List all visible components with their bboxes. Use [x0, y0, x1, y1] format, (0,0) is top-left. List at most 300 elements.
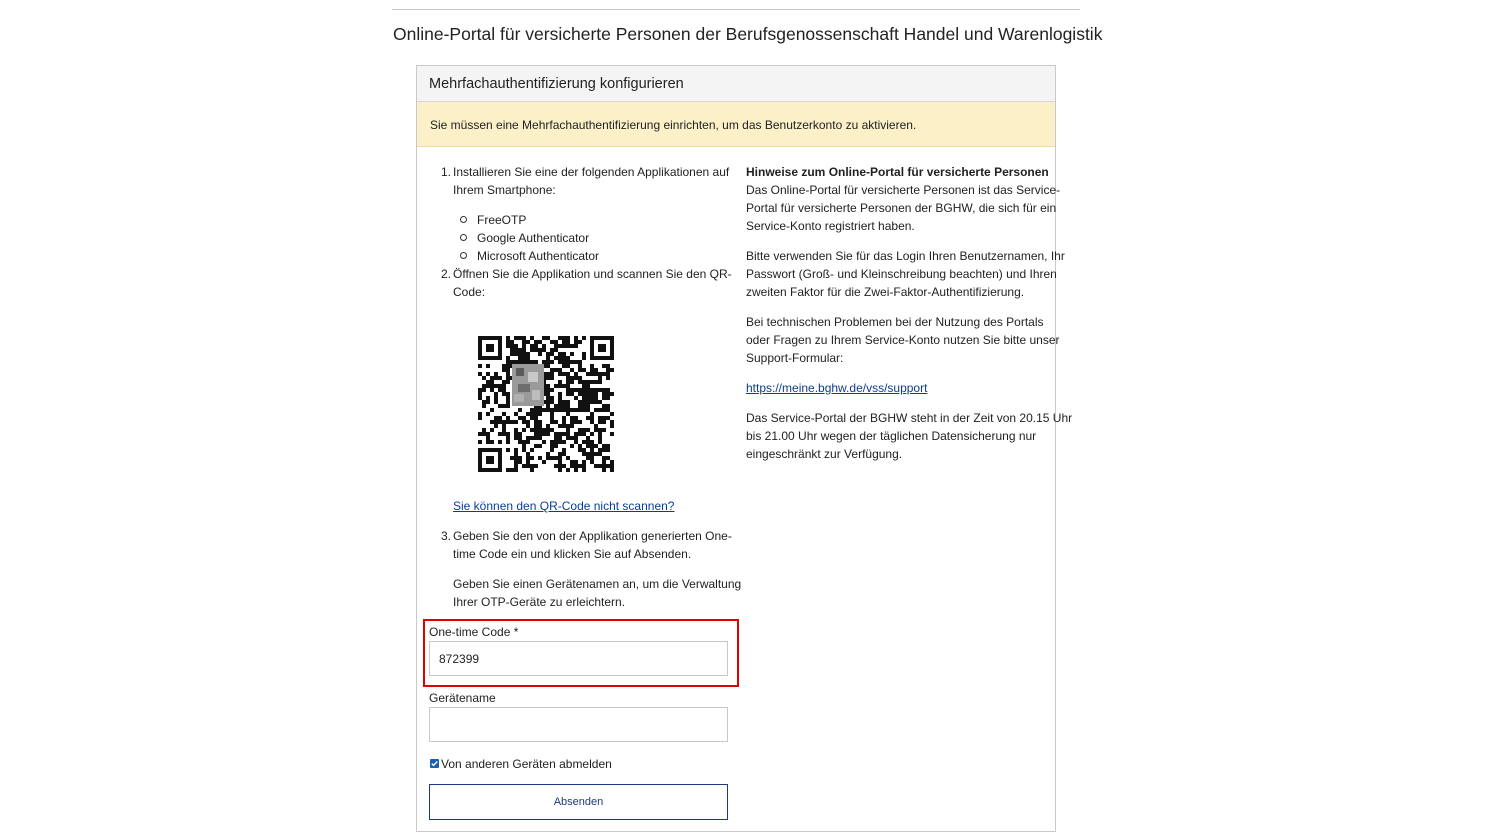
qr-module — [574, 408, 578, 412]
qr-module — [498, 440, 502, 444]
qr-module — [558, 424, 562, 428]
qr-module — [570, 420, 574, 424]
qr-module — [514, 468, 518, 472]
qr-module — [578, 360, 582, 364]
qr-module — [518, 356, 522, 360]
qr-module — [490, 384, 494, 388]
qr-module — [494, 424, 498, 428]
qr-module — [518, 432, 522, 436]
qr-module — [522, 348, 526, 352]
qr-module — [498, 384, 502, 388]
support-link[interactable]: https://meine.bghw.de/vss/support — [746, 381, 928, 395]
qr-module — [546, 424, 550, 428]
top-divider — [392, 9, 1080, 10]
qr-module — [502, 424, 506, 428]
device-name-label: Gerätename — [429, 691, 496, 705]
qr-module — [566, 436, 570, 440]
qr-module — [518, 440, 522, 444]
qr-module — [526, 412, 530, 416]
qr-module — [526, 360, 530, 364]
qr-module — [482, 384, 486, 388]
qr-module — [590, 460, 594, 464]
step2-text-line2: Code: — [453, 285, 486, 299]
qr-module — [594, 388, 598, 392]
device-hint-line2: Ihrer OTP-Geräte zu erleichtern. — [453, 595, 626, 609]
qr-module — [598, 448, 602, 452]
qr-module — [598, 440, 602, 444]
qr-module — [566, 356, 570, 360]
qr-module — [602, 464, 606, 468]
qr-module — [570, 408, 574, 412]
qr-module — [514, 336, 518, 340]
qr-module — [546, 388, 550, 392]
qr-module — [534, 432, 538, 436]
qr-module — [562, 464, 566, 468]
qr-module — [514, 456, 518, 460]
qr-module — [526, 460, 530, 464]
qr-module — [502, 380, 506, 384]
qr-module — [494, 416, 498, 420]
qr-module — [570, 416, 574, 420]
qr-module — [530, 412, 534, 416]
qr-module — [562, 420, 566, 424]
info-paragraph-line: bis 21.00 Uhr wegen der täglichen Datensicherung nur — [746, 429, 1037, 443]
qr-module — [482, 428, 486, 432]
qr-module — [490, 380, 494, 384]
qr-module — [570, 460, 574, 464]
qr-module — [490, 428, 494, 432]
qr-module — [602, 404, 606, 408]
qr-module — [530, 408, 534, 412]
qr-module — [590, 412, 594, 416]
qr-module — [506, 368, 510, 372]
qr-module — [546, 452, 550, 456]
qr-module — [538, 348, 542, 352]
qr-module — [498, 376, 502, 380]
qr-module — [538, 424, 542, 428]
qr-module — [602, 468, 606, 472]
qr-module — [606, 464, 610, 468]
qr-module — [550, 440, 554, 444]
info-paragraph-line: Service-Konto registriert haben. — [746, 219, 915, 233]
qr-module — [518, 460, 522, 464]
qr-module — [566, 424, 570, 428]
qr-module — [586, 444, 590, 448]
qr-module — [582, 408, 586, 412]
qr-module — [554, 368, 558, 372]
qr-module — [486, 412, 490, 416]
info-paragraph-line: Support-Formular: — [746, 351, 844, 365]
qr-module — [494, 400, 498, 404]
qr-module — [554, 348, 558, 352]
qr-module — [518, 352, 522, 356]
qr-module — [582, 452, 586, 456]
qr-module — [550, 416, 554, 420]
qr-module — [590, 416, 594, 420]
qr-module — [578, 464, 582, 468]
qr-module — [526, 464, 530, 468]
qr-module — [514, 448, 518, 452]
qr-module — [610, 424, 614, 428]
qr-module — [550, 456, 554, 460]
qr-module — [574, 336, 578, 340]
qr-module — [610, 420, 614, 424]
qr-module — [574, 344, 578, 348]
qr-module — [586, 408, 590, 412]
qr-module — [502, 388, 506, 392]
qr-module — [590, 420, 594, 424]
qr-module — [514, 432, 518, 436]
qr-module — [506, 420, 510, 424]
qr-module — [494, 372, 498, 376]
qr-module — [550, 360, 554, 364]
qr-module — [502, 420, 506, 424]
qr-module — [522, 340, 526, 344]
qr-module — [506, 396, 510, 400]
qr-module — [534, 344, 538, 348]
qr-module — [550, 372, 554, 376]
qr-module — [606, 416, 610, 420]
qr-module — [586, 456, 590, 460]
otp-highlight-box — [423, 619, 739, 687]
qr-module — [562, 352, 566, 356]
qr-module — [606, 372, 610, 376]
qr-module — [566, 456, 570, 460]
qr-module — [578, 380, 582, 384]
qr-module — [534, 436, 538, 440]
qr-module — [486, 380, 490, 384]
qr-module — [562, 340, 566, 344]
qr-module — [514, 460, 518, 464]
qr-module — [602, 364, 606, 368]
qr-module — [546, 456, 550, 460]
qr-module — [510, 344, 514, 348]
qr-module — [586, 380, 590, 384]
qr-module — [590, 448, 594, 452]
qr-module — [582, 384, 586, 388]
qr-module — [530, 456, 534, 460]
qr-module — [586, 396, 590, 400]
qr-module — [594, 464, 598, 468]
qr-module — [566, 380, 570, 384]
qr-module — [590, 440, 594, 444]
qr-module — [602, 372, 606, 376]
qr-module — [558, 400, 562, 404]
qr-module — [562, 360, 566, 364]
qr-module — [582, 356, 586, 360]
qr-module — [534, 464, 538, 468]
qr-module — [502, 412, 506, 416]
qr-module — [486, 384, 490, 388]
qr-module — [566, 412, 570, 416]
qr-module — [522, 360, 526, 364]
qr-module — [558, 344, 562, 348]
qr-module — [554, 356, 558, 360]
qr-module — [534, 416, 538, 420]
qr-module — [542, 344, 546, 348]
qr-module — [506, 436, 510, 440]
step-number: 1. — [440, 165, 451, 179]
qr-module — [558, 440, 562, 444]
qr-module — [566, 360, 570, 364]
qr-module — [602, 460, 606, 464]
qr-module — [570, 392, 574, 396]
qr-module — [562, 440, 566, 444]
qr-module — [598, 408, 602, 412]
qr-module — [574, 464, 578, 468]
qr-module — [558, 352, 562, 356]
qr-module — [594, 392, 598, 396]
qr-module — [590, 388, 594, 392]
qr-module — [486, 372, 490, 376]
qr-module — [530, 436, 534, 440]
qr-module — [506, 376, 510, 380]
qr-module — [570, 464, 574, 468]
qr-module — [502, 428, 506, 432]
bullet-icon — [460, 234, 467, 241]
qr-module — [590, 452, 594, 456]
qr-module — [558, 468, 562, 472]
qr-module — [510, 340, 514, 344]
qr-module — [610, 432, 614, 436]
qr-module — [514, 464, 518, 468]
qr-module — [550, 412, 554, 416]
qr-module — [582, 396, 586, 400]
qr-module — [562, 416, 566, 420]
qr-module — [570, 388, 574, 392]
qr-module — [554, 344, 558, 348]
qr-module — [542, 360, 546, 364]
qr-module — [562, 400, 566, 404]
qr-module — [482, 376, 486, 380]
qr-module — [558, 368, 562, 372]
qr-module — [578, 340, 582, 344]
qr-module — [562, 448, 566, 452]
qr-module — [550, 348, 554, 352]
app-item-freeotp: FreeOTP — [477, 213, 527, 227]
card-title: Mehrfachauthentifizierung konfigurieren — [429, 76, 684, 92]
qr-module — [538, 412, 542, 416]
info-heading: Hinweise zum Online-Portal für versicherte Personen — [746, 165, 1049, 179]
qr-module — [558, 464, 562, 468]
qr-module — [598, 428, 602, 432]
qr-module — [550, 444, 554, 448]
app-item-google-authenticator: Google Authenticator — [477, 231, 590, 245]
qr-module — [546, 376, 550, 380]
qr-module — [510, 348, 514, 352]
qr-module — [594, 444, 598, 448]
qr-module — [478, 392, 482, 396]
qr-module — [582, 336, 586, 340]
step-number: 3. — [440, 529, 451, 543]
qr-module — [598, 416, 602, 420]
card-header — [417, 66, 1055, 102]
qr-module — [566, 364, 570, 368]
qr-module — [522, 420, 526, 424]
qr-module — [546, 360, 550, 364]
qr-module — [558, 384, 562, 388]
qr-module — [546, 384, 550, 388]
qr-module — [582, 352, 586, 356]
qr-module — [574, 436, 578, 440]
qr-module — [582, 400, 586, 404]
info-paragraph-line: Portal für versicherte Personen der BGHW, die sich für ein — [746, 201, 1057, 215]
cant-scan-qr-link[interactable]: Sie können den QR-Code nicht scannen? — [453, 499, 675, 513]
qr-module — [582, 440, 586, 444]
qr-module — [566, 400, 570, 404]
qr-module — [542, 408, 546, 412]
qr-module — [586, 372, 590, 376]
qr-module — [518, 408, 522, 412]
device-name-input[interactable] — [429, 707, 728, 742]
qr-module — [594, 368, 598, 372]
qr-module — [530, 348, 534, 352]
qr-module — [534, 340, 538, 344]
qr-module — [534, 444, 538, 448]
qr-module — [582, 380, 586, 384]
qr-module — [590, 400, 594, 404]
qr-module — [510, 360, 514, 364]
qr-module — [514, 420, 518, 424]
qr-module — [478, 432, 482, 436]
qr-module — [478, 412, 482, 416]
submit-button[interactable]: Absenden — [429, 784, 728, 820]
qr-module — [522, 336, 526, 340]
qr-module — [586, 436, 590, 440]
qr-module — [526, 340, 530, 344]
qr-module — [574, 420, 578, 424]
qr-module — [522, 464, 526, 468]
qr-module — [522, 352, 526, 356]
qr-module — [506, 372, 510, 376]
step1-text-line2: Ihrem Smartphone: — [453, 183, 556, 197]
qr-module — [566, 408, 570, 412]
qr-module — [490, 408, 494, 412]
qr-module — [578, 400, 582, 404]
qr-module — [610, 464, 614, 468]
logout-other-devices-checkbox[interactable] — [430, 759, 439, 768]
qr-module — [538, 456, 542, 460]
qr-module — [602, 396, 606, 400]
qr-module — [558, 396, 562, 400]
qr-module — [494, 392, 498, 396]
logout-other-devices-label[interactable]: Von anderen Geräten abmelden — [441, 757, 612, 771]
step1-text-line1: Installieren Sie eine der folgenden Applikationen auf — [453, 165, 730, 179]
qr-module — [566, 392, 570, 396]
qr-module — [566, 384, 570, 388]
qr-module — [590, 372, 594, 376]
qr-module — [498, 388, 502, 392]
qr-module — [498, 420, 502, 424]
qr-module — [558, 380, 562, 384]
qr-module — [522, 428, 526, 432]
qr-module — [554, 456, 558, 460]
qr-module — [554, 408, 558, 412]
qr-module — [558, 456, 562, 460]
qr-module — [530, 428, 534, 432]
qr-module — [542, 348, 546, 352]
qr-module — [542, 460, 546, 464]
qr-module — [610, 412, 614, 416]
qr-module — [490, 376, 494, 380]
qr-module — [514, 412, 518, 416]
qr-module — [574, 340, 578, 344]
qr-module — [482, 432, 486, 436]
qr-module — [582, 468, 586, 472]
qr-module — [602, 408, 606, 412]
qr-module — [506, 432, 510, 436]
qr-module — [558, 408, 562, 412]
qr-module — [562, 372, 566, 376]
qr-module — [538, 432, 542, 436]
qr-module — [482, 404, 486, 408]
qr-module — [598, 380, 602, 384]
qr-module — [526, 420, 530, 424]
qr-module — [538, 408, 542, 412]
qr-module — [574, 440, 578, 444]
qr-module — [538, 420, 542, 424]
qr-module — [582, 404, 586, 408]
qr-module — [526, 452, 530, 456]
qr-module — [550, 428, 554, 432]
qr-module — [486, 396, 490, 400]
qr-module — [482, 400, 486, 404]
qr-module — [590, 444, 594, 448]
qr-module — [610, 392, 614, 396]
qr-module — [506, 468, 510, 472]
qr-module — [502, 368, 506, 372]
qr-module — [502, 392, 506, 396]
qr-module — [570, 380, 574, 384]
qr-module — [558, 356, 562, 360]
qr-module — [530, 448, 534, 452]
qr-module — [546, 432, 550, 436]
qr-module — [562, 432, 566, 436]
qr-module — [578, 388, 582, 392]
step3-text-line2: time Code ein und klicken Sie auf Absenden. — [453, 547, 692, 561]
qr-module — [478, 416, 482, 420]
qr-module — [506, 400, 510, 404]
info-paragraph-line: zweiten Faktor für die Zwei-Faktor-Authentifizierung. — [746, 285, 1025, 299]
qr-module — [546, 364, 550, 368]
alert-text: Sie müssen eine Mehrfachauthentifizierung einrichten, um das Benutzerkonto zu aktivieren. — [430, 118, 917, 132]
qr-module — [574, 432, 578, 436]
qr-module — [590, 368, 594, 372]
qr-module — [550, 340, 554, 344]
qr-module — [478, 372, 482, 376]
qr-module — [598, 372, 602, 376]
qr-module — [546, 400, 550, 404]
qr-module — [554, 384, 558, 388]
qr-module — [582, 460, 586, 464]
qr-module — [606, 448, 610, 452]
qr-module — [606, 388, 610, 392]
qr-module — [586, 388, 590, 392]
qr-module — [582, 388, 586, 392]
qr-module — [590, 432, 594, 436]
qr-module — [606, 404, 610, 408]
qr-module — [502, 364, 506, 368]
info-paragraph-line: Bei technischen Problemen bei der Nutzung des Portals — [746, 315, 1044, 329]
qr-module — [522, 356, 526, 360]
qr-module — [526, 440, 530, 444]
qr-module — [558, 452, 562, 456]
qr-module — [550, 400, 554, 404]
qr-module — [566, 336, 570, 340]
qr-module — [598, 464, 602, 468]
qr-module — [546, 396, 550, 400]
qr-module — [578, 444, 582, 448]
